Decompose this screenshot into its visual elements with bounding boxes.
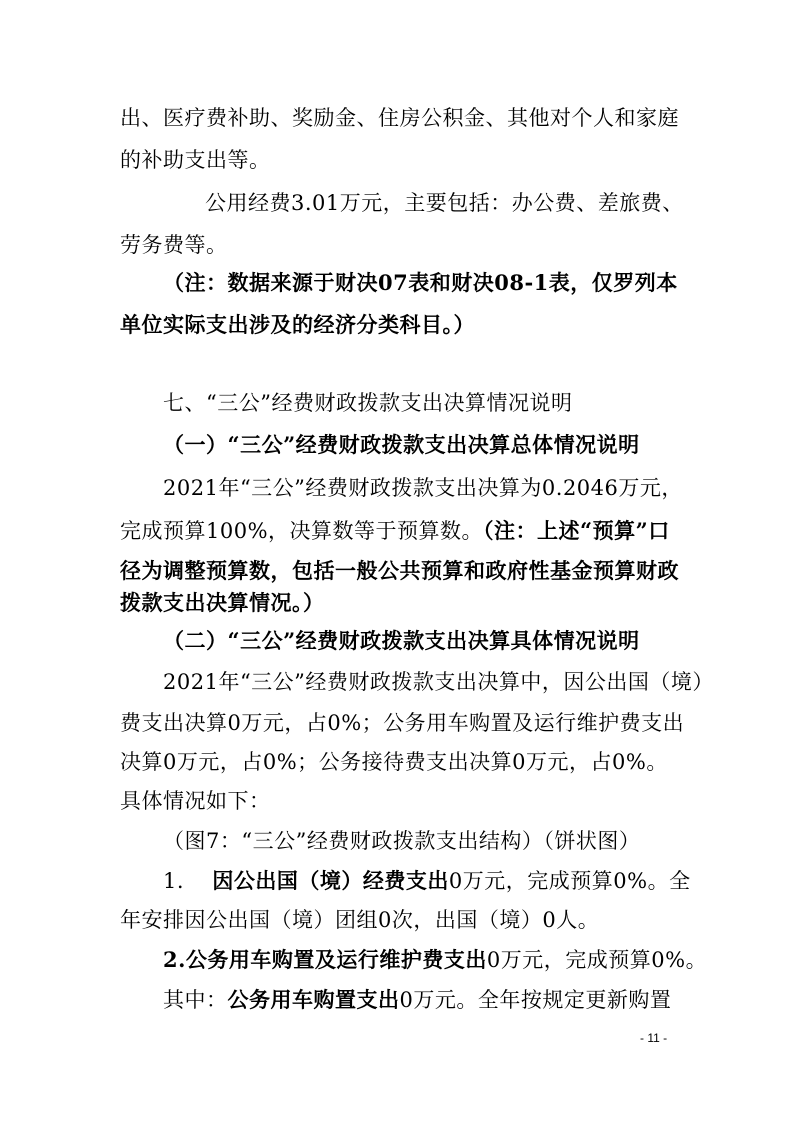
- item-3-normal-text: 0万元。全年按规定更新购置: [399, 988, 672, 1012]
- subheading-1: （一）“三公”经费财政拨款支出决算总体情况说明: [163, 432, 640, 457]
- paragraph-3-line-2-bold: （注：上述“预算”口: [483, 518, 670, 543]
- subheading-2: （二）“三公”经费财政拨款支出决算具体情况说明: [163, 628, 640, 653]
- paragraph-4-line-1: 2021年“三公”经费财政拨款支出决算中，因公出国（境）: [163, 670, 714, 694]
- item-3-line: [163, 985, 675, 1015]
- paragraph-2-line-2: 劳务费等。: [120, 233, 228, 257]
- figure-caption: （图7：“三公”经费财政拨款支出结构）（饼状图）: [163, 829, 641, 853]
- paragraph-3-line-3: 径为调整预算数，包括一般公共预算和政府性基金预算财政: [120, 558, 679, 583]
- item-2-bold-text: 2.公务用车购置及运行维护费支出: [163, 947, 487, 972]
- paragraph-3-line-4: 拨款支出决算情况。）: [120, 590, 325, 615]
- item-1-bold-text: 因公出国（境）经费支出: [212, 868, 449, 893]
- paragraph-4-line-3: 决算0万元，占0%；公务接待费支出决算0万元，占0%。: [120, 750, 668, 774]
- paragraph-3-line-2: [120, 516, 680, 546]
- item-1-line-2: 年安排因公出国（境）团组0次，出国（境）0人。: [120, 908, 600, 932]
- item-1-line-1: [163, 866, 691, 896]
- paragraph-1-line-1: 出、医疗费补助、奖励金、住房公积金、其他对个人和家庭: [120, 106, 679, 130]
- item-2-normal-text: 0万元，完成预算0%。: [486, 948, 708, 972]
- item-3-prefix: 其中：: [163, 988, 228, 1012]
- paragraph-3-line-1: 2021年“三公”经费财政拨款支出决算为0.2046万元，: [163, 476, 683, 500]
- paragraph-1-line-2: 的补助支出等。: [120, 148, 271, 172]
- paragraph-2-line-1: 公用经费3.01万元，主要包括：办公费、差旅费、: [205, 191, 684, 215]
- item-2-line: [163, 945, 708, 975]
- paragraph-4-line-2: 费支出决算0万元，占0%；公务用车购置及运行维护费支出: [120, 711, 685, 735]
- note-1-line-2: 单位实际支出涉及的经济分类科目。）: [120, 312, 475, 337]
- item-1-number: 1.: [163, 869, 185, 893]
- paragraph-3-line-2-normal: 完成预算100%，决算数等于预算数。: [120, 519, 484, 543]
- paragraph-4-line-4: 具体情况如下：: [120, 789, 271, 813]
- item-3-bold-text: 公务用车购置支出: [227, 987, 400, 1012]
- note-1-line-1: （注：数据来源于财决07表和财决08-1表，仅罗列本: [163, 270, 678, 295]
- section-heading: 七、“三公”经费财政拨款支出决算情况说明: [163, 391, 573, 415]
- page-number: - 11 -: [640, 1031, 668, 1045]
- item-1-normal-text: 0万元，完成预算0%。全: [448, 869, 691, 893]
